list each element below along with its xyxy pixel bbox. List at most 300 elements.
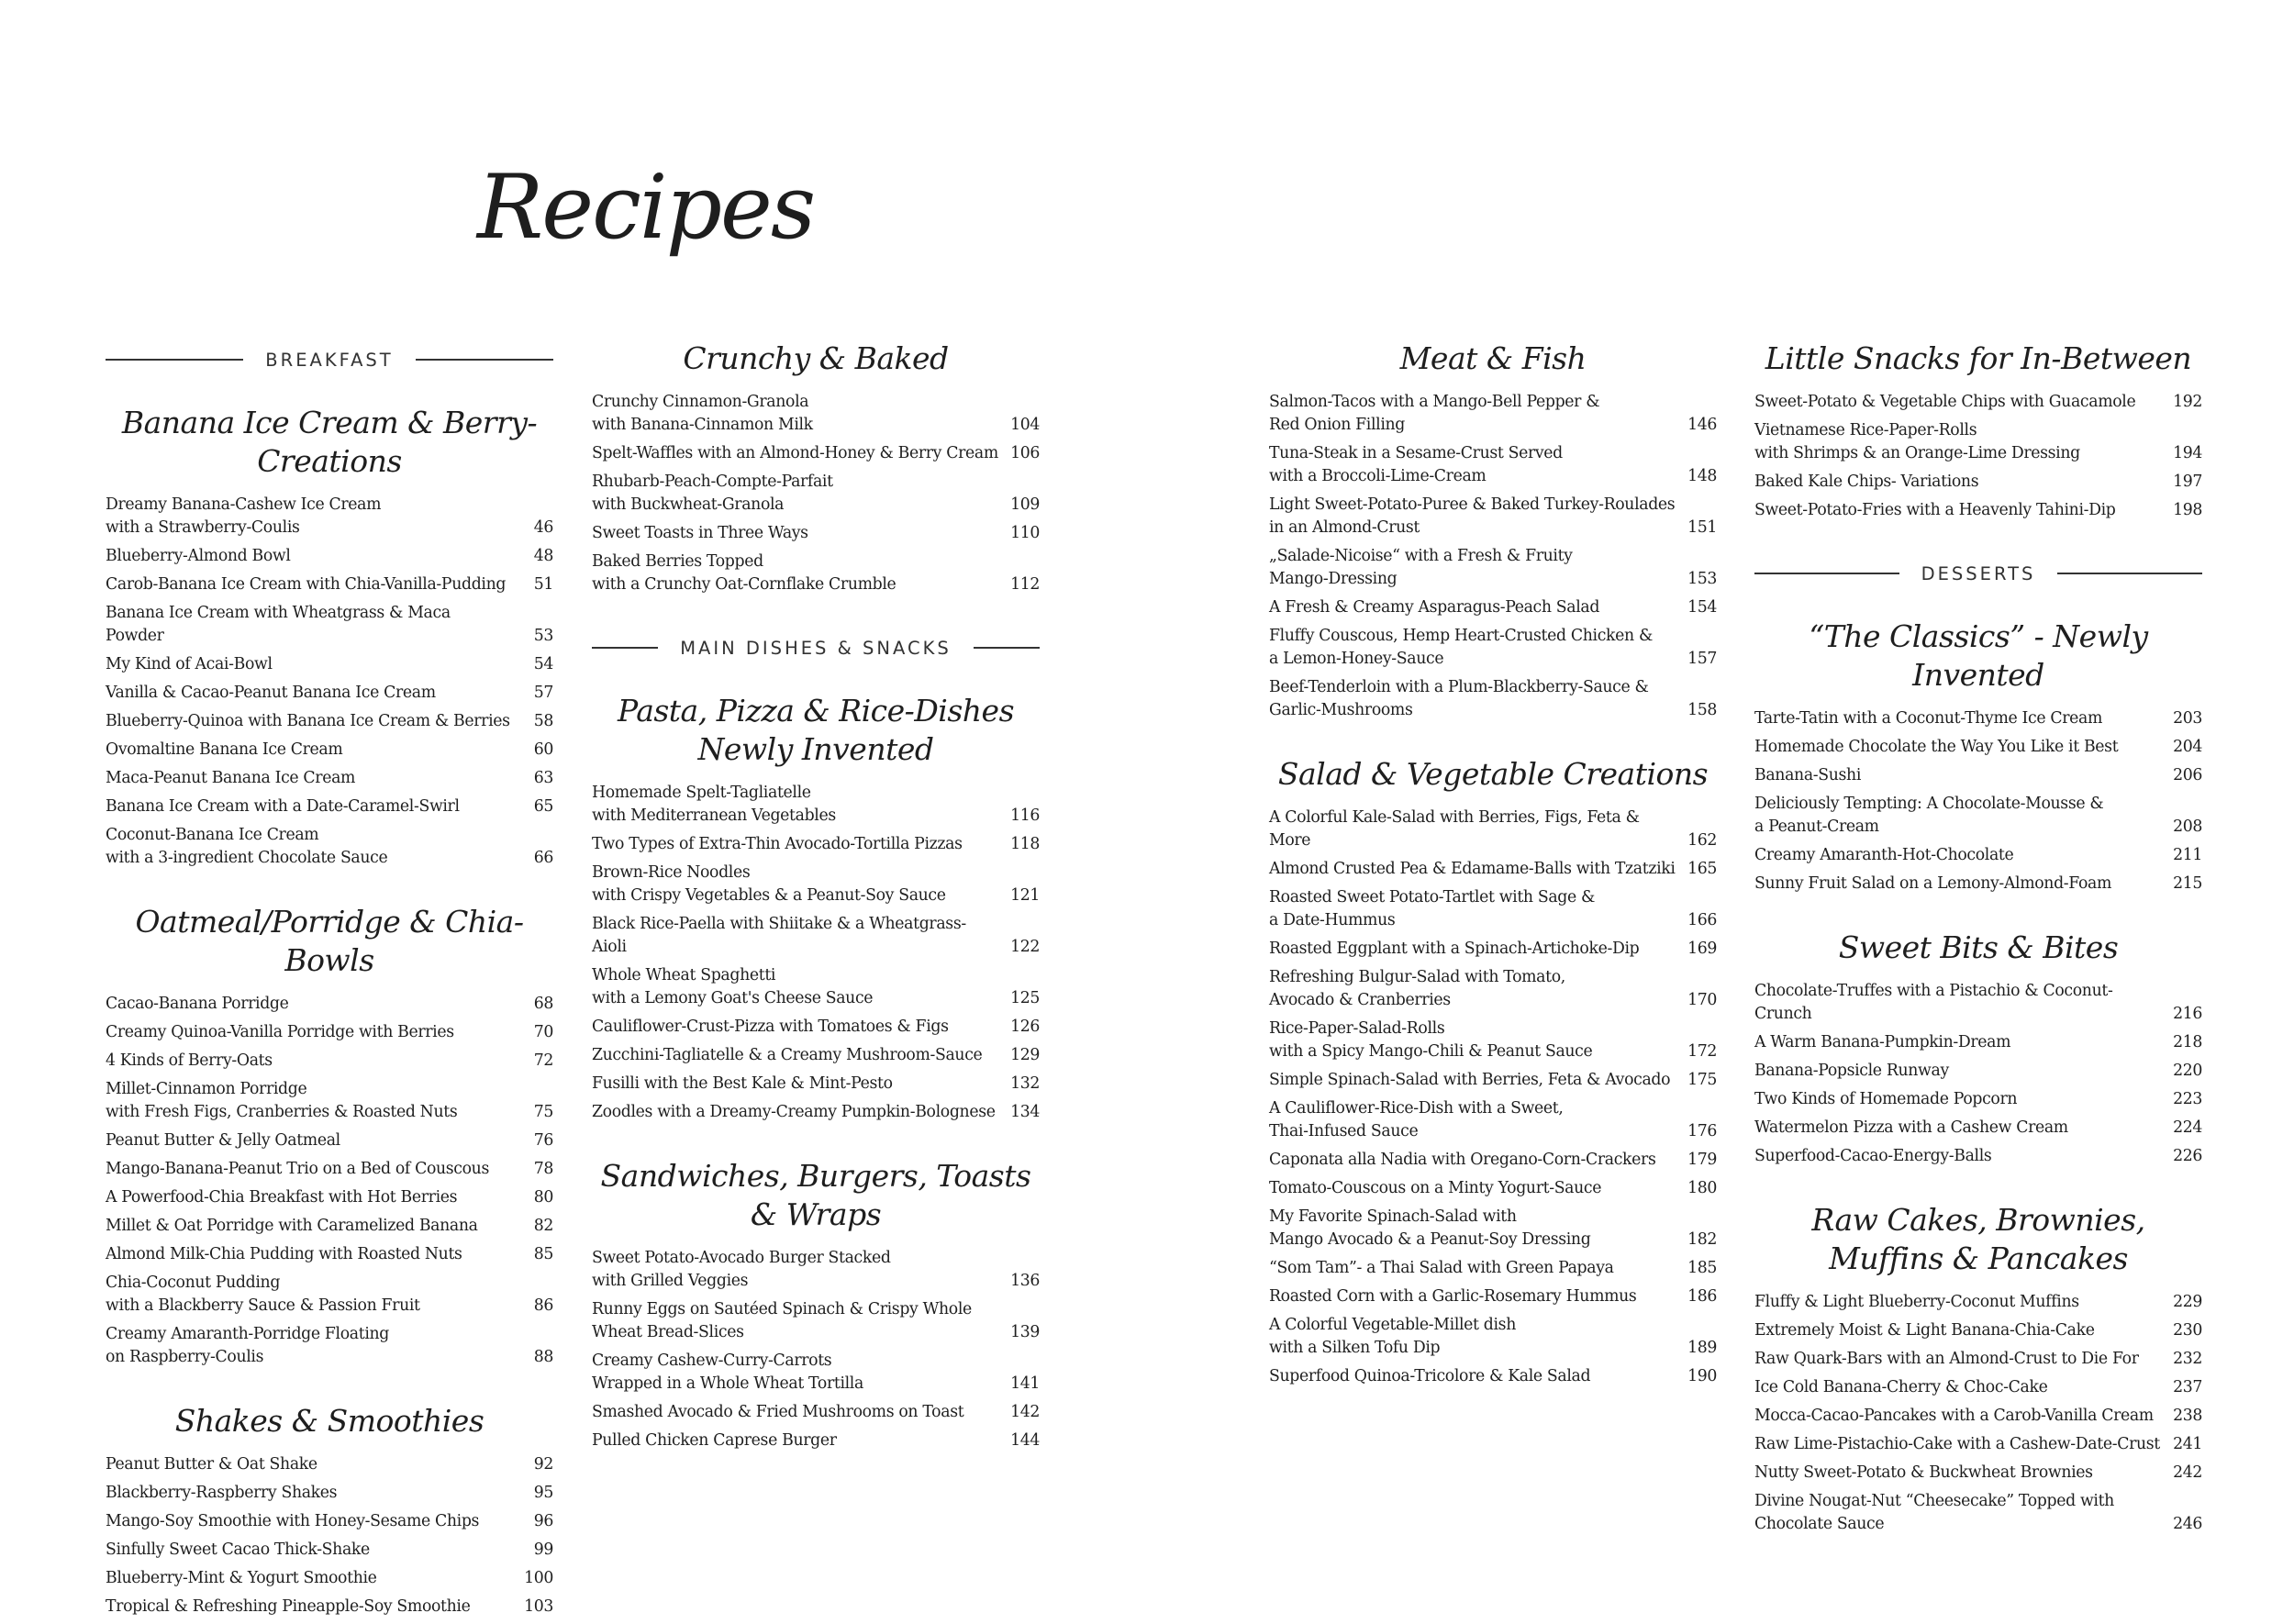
- recipe-name: Light Sweet-Potato-Puree & Baked Turkey-Roulades in an Almond-Crust: [1269, 495, 1676, 537]
- recipe-entry[interactable]: [1754, 391, 2202, 414]
- page-number: 246: [2173, 1515, 2202, 1533]
- recipe-entry[interactable]: [1754, 419, 2202, 465]
- page-number: 218: [2173, 1033, 2202, 1051]
- page-number: 148: [1687, 467, 1717, 485]
- recipe-name: Blueberry-Quinoa with Banana Ice Cream & Berries: [106, 712, 510, 730]
- page-number: 126: [1010, 1018, 1040, 1036]
- recipe-name: Coconut-Banana Ice Cream with a 3-ingredient Chocolate Sauce: [106, 826, 388, 867]
- recipe-name: Crunchy Cinnamon-Granola with Banana-Cinnamon Milk: [592, 393, 813, 434]
- recipe-entry[interactable]: [106, 767, 553, 790]
- recipe-entry[interactable]: [592, 1073, 1040, 1096]
- recipe-entry[interactable]: [1269, 1069, 1717, 1092]
- recipe-name: A Fresh & Creamy Asparagus-Peach Salad: [1269, 598, 1600, 617]
- page-number: 162: [1687, 831, 1717, 850]
- recipe-name: Banana Ice Cream with Wheatgrass & Maca Powder: [106, 604, 451, 645]
- recipe-name: Baked Kale Chips- Variations: [1754, 473, 1979, 491]
- recipe-entry[interactable]: [1269, 625, 1717, 671]
- recipe-name: Tarte-Tatin with a Coconut-Thyme Ice Cream: [1754, 709, 2102, 728]
- section-heading-banana-ice-cream-berry-creations: Banana Ice Cream & Berry-Creations: [121, 405, 538, 479]
- recipe-entry[interactable]: [106, 1021, 553, 1044]
- recipe-entry[interactable]: [592, 442, 1040, 465]
- page-number: 68: [533, 995, 553, 1013]
- category-header-breakfast: [106, 339, 553, 380]
- page-number: 96: [533, 1512, 553, 1530]
- recipe-list: [1269, 806, 1717, 1388]
- page-number: 122: [1010, 938, 1040, 956]
- page-number: 215: [2173, 874, 2202, 893]
- recipe-entry[interactable]: [106, 1186, 553, 1209]
- recipe-entry[interactable]: [1269, 676, 1717, 722]
- recipe-name: Homemade Spelt-Tagliatelle with Mediterranean Vegetables: [592, 784, 836, 825]
- recipe-name: Baked Berries Topped with a Crunchy Oat-Cornflake Crumble: [592, 552, 896, 594]
- page-number: 129: [1010, 1046, 1040, 1064]
- recipe-name: Superfood Quinoa-Tricolore & Kale Salad: [1269, 1367, 1591, 1385]
- section-heading-sweet-bits-bites: Sweet Bits & Bites: [1838, 929, 2119, 965]
- recipe-name: A Powerfood-Chia Breakfast with Hot Berries: [106, 1188, 458, 1207]
- page-number: 179: [1687, 1151, 1717, 1169]
- recipe-name: Nutty Sweet-Potato & Buckwheat Brownies: [1754, 1463, 2093, 1482]
- recipe-name: „Salade-Nicoise“ with a Fresh & Fruity Mango-Dressing: [1269, 547, 1573, 588]
- recipe-entry[interactable]: [106, 1323, 553, 1369]
- recipe-entry[interactable]: [106, 1078, 553, 1124]
- page-number: 110: [1010, 524, 1040, 542]
- page-number: 198: [2173, 501, 2202, 519]
- recipe-entry[interactable]: [106, 795, 553, 818]
- section-heading-crunchy-baked: Crunchy & Baked: [683, 340, 949, 376]
- page-number: 65: [533, 797, 553, 816]
- recipe-name: Sweet Potato-Avocado Burger Stacked with Grilled Veggies: [592, 1249, 891, 1290]
- recipe-name: Deliciously Tempting: A Chocolate-Mousse & a Peanut-Cream: [1754, 795, 2104, 836]
- recipe-name: Banana-Sushi: [1754, 766, 1862, 784]
- recipe-entry[interactable]: [592, 1016, 1040, 1039]
- page-number: 216: [2173, 1005, 2202, 1023]
- page-number: 136: [1010, 1272, 1040, 1290]
- recipe-name: Homemade Chocolate the Way You Like it Best: [1754, 738, 2119, 756]
- page-number: 95: [533, 1484, 553, 1502]
- page-number: 144: [1010, 1431, 1040, 1450]
- recipe-name: Fluffy Couscous, Hemp Heart-Crusted Chicken & a Lemon-Honey-Sauce: [1269, 627, 1653, 668]
- recipe-entry[interactable]: [592, 833, 1040, 856]
- recipe-entry[interactable]: [106, 993, 553, 1016]
- recipe-entry[interactable]: [1269, 596, 1717, 619]
- recipe-list: [1754, 1291, 2202, 1536]
- recipe-name: Creamy Amaranth-Porridge Floating on Raspberry-Coulis: [106, 1325, 389, 1366]
- page-title: Recipes: [477, 156, 815, 259]
- recipe-entry[interactable]: [592, 551, 1040, 596]
- category-label: DESSERTS: [1921, 562, 2036, 584]
- recipe-entry[interactable]: [106, 1482, 553, 1505]
- recipe-entry[interactable]: [1269, 1285, 1717, 1308]
- recipe-entry[interactable]: [1754, 707, 2202, 730]
- recipe-entry[interactable]: [592, 1401, 1040, 1424]
- recipe-entry[interactable]: [1754, 1117, 2202, 1140]
- page-number: 175: [1687, 1071, 1717, 1089]
- page-number: 232: [2173, 1350, 2202, 1368]
- recipe-entry[interactable]: [1754, 1433, 2202, 1456]
- recipe-list: [592, 391, 1040, 596]
- page-number: 48: [533, 547, 553, 565]
- page-number: 189: [1687, 1339, 1717, 1357]
- recipe-name: Two Types of Extra-Thin Avocado-Tortilla Pizzas: [592, 835, 963, 853]
- recipe-entry[interactable]: [592, 1429, 1040, 1452]
- recipe-name: Ice Cold Banana-Cherry & Choc-Cake: [1754, 1378, 2048, 1396]
- recipe-entry[interactable]: [106, 739, 553, 762]
- page-number: 100: [524, 1569, 553, 1587]
- recipe-name: Mocca-Cacao-Pancakes with a Carob-Vanilla Cream: [1754, 1407, 2154, 1425]
- page-number: 172: [1687, 1042, 1717, 1061]
- recipe-entry[interactable]: [592, 1247, 1040, 1293]
- recipe-name: Sweet-Potato-Fries with a Heavenly Tahini-Dip: [1754, 501, 2116, 519]
- recipe-entry[interactable]: [1754, 1462, 2202, 1485]
- section-heading-oatmeal-porridge-chia-bowls: Oatmeal/Porridge & Chia-Bowls: [135, 904, 524, 978]
- recipe-name: Tropical & Refreshing Pineapple-Soy Smoothie: [106, 1597, 471, 1616]
- recipe-list: [1754, 707, 2202, 895]
- recipe-entry[interactable]: [1754, 764, 2202, 787]
- section-heading-raw-cakes-brownies-muffins-pancakes: Raw Cakes, Brownies, Muffins & Pancakes: [1811, 1202, 2145, 1276]
- page-number: 226: [2173, 1147, 2202, 1165]
- recipe-entry[interactable]: [1754, 873, 2202, 895]
- recipe-entry[interactable]: [106, 1243, 553, 1266]
- page-number: 237: [2173, 1378, 2202, 1396]
- recipe-entry[interactable]: [1754, 1319, 2202, 1342]
- page-number: 158: [1687, 701, 1717, 719]
- page-number: 66: [533, 849, 553, 867]
- recipe-name: Tuna-Steak in a Sesame-Crust Served with a Broccoli-Lime-Cream: [1269, 444, 1563, 485]
- page-number: 92: [533, 1455, 553, 1474]
- page-number: 153: [1687, 570, 1717, 588]
- recipe-name: A Colorful Vegetable-Millet dish with a Silken Tofu Dip: [1269, 1316, 1516, 1357]
- recipe-name: Almond Crusted Pea & Edamame-Balls with Tzatziki: [1269, 860, 1676, 878]
- recipe-list: [106, 494, 553, 870]
- page-number: 106: [1010, 444, 1040, 462]
- page-number: 70: [533, 1023, 553, 1041]
- recipe-entry[interactable]: [1269, 1314, 1717, 1360]
- recipe-entry[interactable]: [1754, 980, 2202, 1026]
- recipe-name: 4 Kinds of Berry-Oats: [106, 1051, 273, 1070]
- recipe-name: Spelt-Waffles with an Almond-Honey & Berry Cream: [592, 444, 998, 462]
- recipe-entry[interactable]: [106, 1453, 553, 1476]
- page-number: 112: [1010, 575, 1040, 594]
- recipe-name: Raw Quark-Bars with an Almond-Crust to Die For: [1754, 1350, 2139, 1368]
- recipe-name: Banana-Popsicle Runway: [1754, 1062, 1949, 1080]
- recipe-entry[interactable]: [1754, 499, 2202, 522]
- page-number: 192: [2173, 393, 2202, 411]
- page-number: 57: [533, 684, 553, 702]
- recipe-name: Refreshing Bulgur-Salad with Tomato, Avocado & Cranberries: [1269, 968, 1565, 1009]
- page-number: 151: [1687, 518, 1717, 537]
- page-number: 51: [533, 575, 553, 594]
- recipe-list: [106, 993, 553, 1369]
- recipe-entry[interactable]: [1269, 858, 1717, 881]
- recipe-entry[interactable]: [106, 573, 553, 596]
- page-number: 169: [1687, 940, 1717, 958]
- recipe-name: Peanut Butter & Oat Shake: [106, 1455, 317, 1474]
- recipe-name: Banana Ice Cream with a Date-Caramel-Swirl: [106, 797, 460, 816]
- divider-line: [974, 647, 1040, 649]
- page-number: 142: [1010, 1403, 1040, 1421]
- recipe-entry[interactable]: [1269, 1097, 1717, 1143]
- recipe-entry[interactable]: [592, 522, 1040, 545]
- recipe-entry[interactable]: [1754, 471, 2202, 494]
- recipe-entry[interactable]: [1754, 1348, 2202, 1371]
- section-heading-the-classics-newly-invented: “The Classics” - Newly Invented: [1809, 618, 2148, 693]
- recipe-entry[interactable]: [1754, 1060, 2202, 1083]
- page-number: 85: [533, 1245, 553, 1263]
- recipe-entry[interactable]: [592, 471, 1040, 517]
- recipe-entry[interactable]: [1269, 1206, 1717, 1251]
- recipe-name: A Colorful Kale-Salad with Berries, Figs, Feta & More: [1269, 808, 1640, 850]
- page-number: 223: [2173, 1090, 2202, 1108]
- recipe-entry[interactable]: [592, 391, 1040, 437]
- recipe-entry[interactable]: [1754, 844, 2202, 867]
- recipe-entry[interactable]: [106, 824, 553, 870]
- recipe-entry[interactable]: [1269, 1149, 1717, 1172]
- section-heading-shakes-smoothies: Shakes & Smoothies: [174, 1403, 484, 1439]
- recipe-name: Millet & Oat Porridge with Caramelized Banana: [106, 1217, 478, 1235]
- page-number: 220: [2173, 1062, 2202, 1080]
- page-number: 206: [2173, 766, 2202, 784]
- recipe-name: Creamy Cashew-Curry-Carrots Wrapped in a Whole Wheat Tortilla: [592, 1351, 863, 1393]
- recipe-name: Mango-Soy Smoothie with Honey-Sesame Chips: [106, 1512, 480, 1530]
- section-heading-little-snacks-for-in-between: Little Snacks for In-Between: [1765, 340, 2192, 376]
- recipe-name: Sweet-Potato & Vegetable Chips with Guacamole: [1754, 393, 2136, 411]
- column-3: [1269, 339, 1717, 1394]
- recipe-entry[interactable]: [106, 1567, 553, 1590]
- page-number: 46: [533, 518, 553, 537]
- page-number: 241: [2173, 1435, 2202, 1453]
- recipe-name: Chocolate-Truffes with a Pistachio & Coconut-Crunch: [1754, 982, 2113, 1023]
- section-heading-pasta-pizza-rice-dishes-newly-invented: Pasta, Pizza & Rice-Dishes Newly Invented: [617, 693, 1015, 767]
- recipe-list: [592, 782, 1040, 1124]
- recipe-name: Salmon-Tacos with a Mango-Bell Pepper & Red Onion Filling: [1269, 393, 1600, 434]
- recipe-entry[interactable]: [592, 1298, 1040, 1344]
- recipe-entry[interactable]: [592, 1044, 1040, 1067]
- recipe-entry[interactable]: [592, 1101, 1040, 1124]
- recipe-name: Roasted Corn with a Garlic-Rosemary Hummus: [1269, 1287, 1637, 1306]
- category-header-desserts: [1754, 553, 2202, 594]
- recipe-entry[interactable]: [592, 782, 1040, 828]
- section-heading-sandwiches-burgers-toasts-wraps: Sandwiches, Burgers, Toasts & Wraps: [600, 1158, 1031, 1232]
- recipe-name: Sweet Toasts in Three Ways: [592, 524, 808, 542]
- category-header-main-dishes-snacks: [592, 628, 1040, 668]
- recipe-entry[interactable]: [1269, 442, 1717, 488]
- recipe-name: Black Rice-Paella with Shiitake & a Wheatgrass-Aioli: [592, 915, 966, 956]
- page-number: 58: [533, 712, 553, 730]
- page-number: 211: [2173, 846, 2202, 864]
- recipe-entry[interactable]: [1269, 1177, 1717, 1200]
- page-number: 53: [533, 627, 553, 645]
- recipe-entry[interactable]: [106, 1539, 553, 1562]
- page-number: 80: [533, 1188, 553, 1207]
- recipe-name: Caponata alla Nadia with Oregano-Corn-Crackers: [1269, 1151, 1656, 1169]
- page-number: 185: [1687, 1259, 1717, 1277]
- recipe-name: Brown-Rice Noodles with Crispy Vegetables & a Peanut-Soy Sauce: [592, 863, 946, 905]
- page-number: 208: [2173, 818, 2202, 836]
- recipe-name: My Favorite Spinach-Salad with Mango Avocado & a Peanut-Soy Dressing: [1269, 1207, 1591, 1249]
- recipe-name: Rice-Paper-Salad-Rolls with a Spicy Mango-Chili & Peanut Sauce: [1269, 1019, 1593, 1061]
- page-number: 72: [533, 1051, 553, 1070]
- page-number: 125: [1010, 989, 1040, 1007]
- page-number: 116: [1010, 806, 1040, 825]
- recipe-name: Sinfully Sweet Cacao Thick-Shake: [106, 1541, 370, 1559]
- page-number: 180: [1687, 1179, 1717, 1197]
- recipe-entry[interactable]: [1754, 1376, 2202, 1399]
- page-number: 157: [1687, 650, 1717, 668]
- page-number: 165: [1687, 860, 1717, 878]
- recipe-name: Sunny Fruit Salad on a Lemony-Almond-Foam: [1754, 874, 2112, 893]
- recipe-entry[interactable]: [106, 1510, 553, 1533]
- page-number: 103: [524, 1597, 553, 1616]
- recipe-entry[interactable]: [106, 710, 553, 733]
- recipe-name: Simple Spinach-Salad with Berries, Feta & Avocado: [1269, 1071, 1671, 1089]
- recipe-entry[interactable]: [592, 862, 1040, 907]
- recipe-name: Whole Wheat Spaghetti with a Lemony Goat's Cheese Sauce: [592, 966, 874, 1007]
- recipe-name: Vietnamese Rice-Paper-Rolls with Shrimps & an Orange-Lime Dressing: [1754, 421, 2080, 462]
- recipe-entry[interactable]: [106, 1215, 553, 1238]
- page-number: 203: [2173, 709, 2202, 728]
- page-number: 204: [2173, 738, 2202, 756]
- page-number: 197: [2173, 473, 2202, 491]
- recipe-entry[interactable]: [592, 964, 1040, 1010]
- page-number: 121: [1010, 886, 1040, 905]
- recipe-entry[interactable]: [106, 1596, 553, 1618]
- page-number: 63: [533, 769, 553, 787]
- page-number: 190: [1687, 1367, 1717, 1385]
- recipe-entry[interactable]: [1269, 1365, 1717, 1388]
- page-number: 182: [1687, 1230, 1717, 1249]
- page-number: 146: [1687, 416, 1717, 434]
- recipe-entry[interactable]: [106, 1158, 553, 1181]
- recipe-name: Dreamy Banana-Cashew Ice Cream with a Strawberry-Coulis: [106, 495, 382, 537]
- page-number: 78: [533, 1160, 553, 1178]
- recipe-entry[interactable]: [106, 682, 553, 705]
- recipe-name: Tomato-Couscous on a Minty Yogurt-Sauce: [1269, 1179, 1602, 1197]
- recipe-name: Roasted Eggplant with a Spinach-Artichoke-Dip: [1269, 940, 1640, 958]
- recipe-name: Cacao-Banana Porridge: [106, 995, 289, 1013]
- page-number: 99: [533, 1541, 553, 1559]
- page-number: 186: [1687, 1287, 1717, 1306]
- recipe-entry[interactable]: [1269, 1018, 1717, 1063]
- divider-line: [106, 359, 243, 361]
- recipe-entry[interactable]: [592, 913, 1040, 959]
- recipe-entry[interactable]: [1269, 966, 1717, 1012]
- recipe-name: Chia-Coconut Pudding with a Blackberry Sauce & Passion Fruit: [106, 1274, 420, 1315]
- recipe-entry[interactable]: [1754, 1291, 2202, 1314]
- recipe-name: Rhubarb-Peach-Compte-Parfait with Buckwheat-Granola: [592, 473, 833, 514]
- recipe-name: Extremely Moist & Light Banana-Chia-Cake: [1754, 1321, 2095, 1340]
- recipe-list: [1754, 980, 2202, 1168]
- recipe-entry[interactable]: [1754, 1031, 2202, 1054]
- recipe-name: Mango-Banana-Peanut Trio on a Bed of Couscous: [106, 1160, 489, 1178]
- page-number: 229: [2173, 1293, 2202, 1311]
- recipe-name: Fluffy & Light Blueberry-Coconut Muffins: [1754, 1293, 2079, 1311]
- page-number: 230: [2173, 1321, 2202, 1340]
- recipe-name: Blueberry-Mint & Yogurt Smoothie: [106, 1569, 377, 1587]
- recipe-entry[interactable]: [1754, 1405, 2202, 1428]
- recipe-name: Zucchini-Tagliatelle & a Creamy Mushroom-Sauce: [592, 1046, 983, 1064]
- divider-line: [592, 647, 658, 649]
- page-number: 141: [1010, 1374, 1040, 1393]
- section-heading-meat-fish: Meat & Fish: [1399, 340, 1587, 376]
- recipe-name: Watermelon Pizza with a Cashew Cream: [1754, 1118, 2068, 1137]
- recipe-name: A Cauliflower-Rice-Dish with a Sweet, Thai-Infused Sauce: [1269, 1099, 1564, 1140]
- recipe-name: Zoodles with a Dreamy-Creamy Pumpkin-Bolognese: [592, 1103, 996, 1121]
- recipe-name: Blackberry-Raspberry Shakes: [106, 1484, 338, 1502]
- page-number: 75: [533, 1103, 553, 1121]
- page-number: 54: [533, 655, 553, 673]
- recipe-name: Maca-Peanut Banana Ice Cream: [106, 769, 356, 787]
- page-number: 166: [1687, 911, 1717, 929]
- page-number: 109: [1010, 495, 1040, 514]
- recipe-list: [1754, 391, 2202, 522]
- page-number: 176: [1687, 1122, 1717, 1140]
- recipe-entry[interactable]: [106, 494, 553, 539]
- recipe-name: Vanilla & Cacao-Peanut Banana Ice Cream: [106, 684, 436, 702]
- page-number: 76: [533, 1131, 553, 1150]
- recipe-entry[interactable]: [106, 1272, 553, 1318]
- page-number: 242: [2173, 1463, 2202, 1482]
- recipe-entry[interactable]: [1754, 1088, 2202, 1111]
- recipe-entry[interactable]: [1754, 736, 2202, 759]
- recipe-entry[interactable]: [106, 602, 553, 648]
- recipe-entry[interactable]: [106, 545, 553, 568]
- column-2: [592, 339, 1040, 1458]
- recipe-entry[interactable]: [1269, 886, 1717, 932]
- recipe-name: Divine Nougat-Nut “Cheesecake” Topped with Chocolate Sauce: [1754, 1492, 2114, 1533]
- recipe-entry[interactable]: [1269, 545, 1717, 591]
- category-label: BREAKFAST: [265, 349, 394, 371]
- section-heading-salad-vegetable-creations: Salad & Vegetable Creations: [1277, 756, 1709, 792]
- recipe-name: Creamy Quinoa-Vanilla Porridge with Berries: [106, 1023, 454, 1041]
- category-label: MAIN DISHES & SNACKS: [680, 637, 952, 659]
- recipe-name: Roasted Sweet Potato-Tartlet with Sage & a Date-Hummus: [1269, 888, 1596, 929]
- recipe-entry[interactable]: [1754, 1145, 2202, 1168]
- page-number: 88: [533, 1348, 553, 1366]
- recipe-name: Beef-Tenderloin with a Plum-Blackberry-Sauce & Garlic-Mushrooms: [1269, 678, 1649, 719]
- recipe-entry[interactable]: [592, 1350, 1040, 1396]
- page-number: 104: [1010, 416, 1040, 434]
- recipe-name: Cauliflower-Crust-Pizza with Tomatoes & Figs: [592, 1018, 949, 1036]
- recipe-name: Fusilli with the Best Kale & Mint-Pesto: [592, 1074, 893, 1093]
- recipe-entry[interactable]: [1754, 793, 2202, 839]
- recipe-entry[interactable]: [106, 1050, 553, 1073]
- recipe-list: [106, 1453, 553, 1618]
- page-number: 134: [1010, 1103, 1040, 1121]
- divider-line: [1754, 573, 1899, 574]
- recipe-entry[interactable]: [106, 1129, 553, 1152]
- recipe-name: Two Kinds of Homemade Popcorn: [1754, 1090, 2018, 1108]
- recipe-list: [592, 1247, 1040, 1452]
- page-number: 118: [1010, 835, 1040, 853]
- recipe-entry[interactable]: [1754, 1490, 2202, 1536]
- recipe-name: Peanut Butter & Jelly Oatmeal: [106, 1131, 340, 1150]
- recipe-list: [1269, 391, 1717, 722]
- page-number: 238: [2173, 1407, 2202, 1425]
- recipe-name: Millet-Cinnamon Porridge with Fresh Figs, Cranberries & Roasted Nuts: [106, 1080, 458, 1121]
- divider-line: [2057, 573, 2202, 574]
- recipe-entry[interactable]: [1269, 1257, 1717, 1280]
- page-number: 170: [1687, 991, 1717, 1009]
- page-number: 139: [1010, 1323, 1040, 1341]
- recipe-entry[interactable]: [1269, 938, 1717, 961]
- recipe-entry[interactable]: [1269, 806, 1717, 852]
- recipe-entry[interactable]: [1269, 494, 1717, 539]
- recipe-name: “Som Tam”- a Thai Salad with Green Papaya: [1269, 1259, 1614, 1277]
- recipe-entry[interactable]: [1269, 391, 1717, 437]
- recipe-name: My Kind of Acai-Bowl: [106, 655, 273, 673]
- recipe-name: Pulled Chicken Caprese Burger: [592, 1431, 837, 1450]
- recipe-entry[interactable]: [106, 653, 553, 676]
